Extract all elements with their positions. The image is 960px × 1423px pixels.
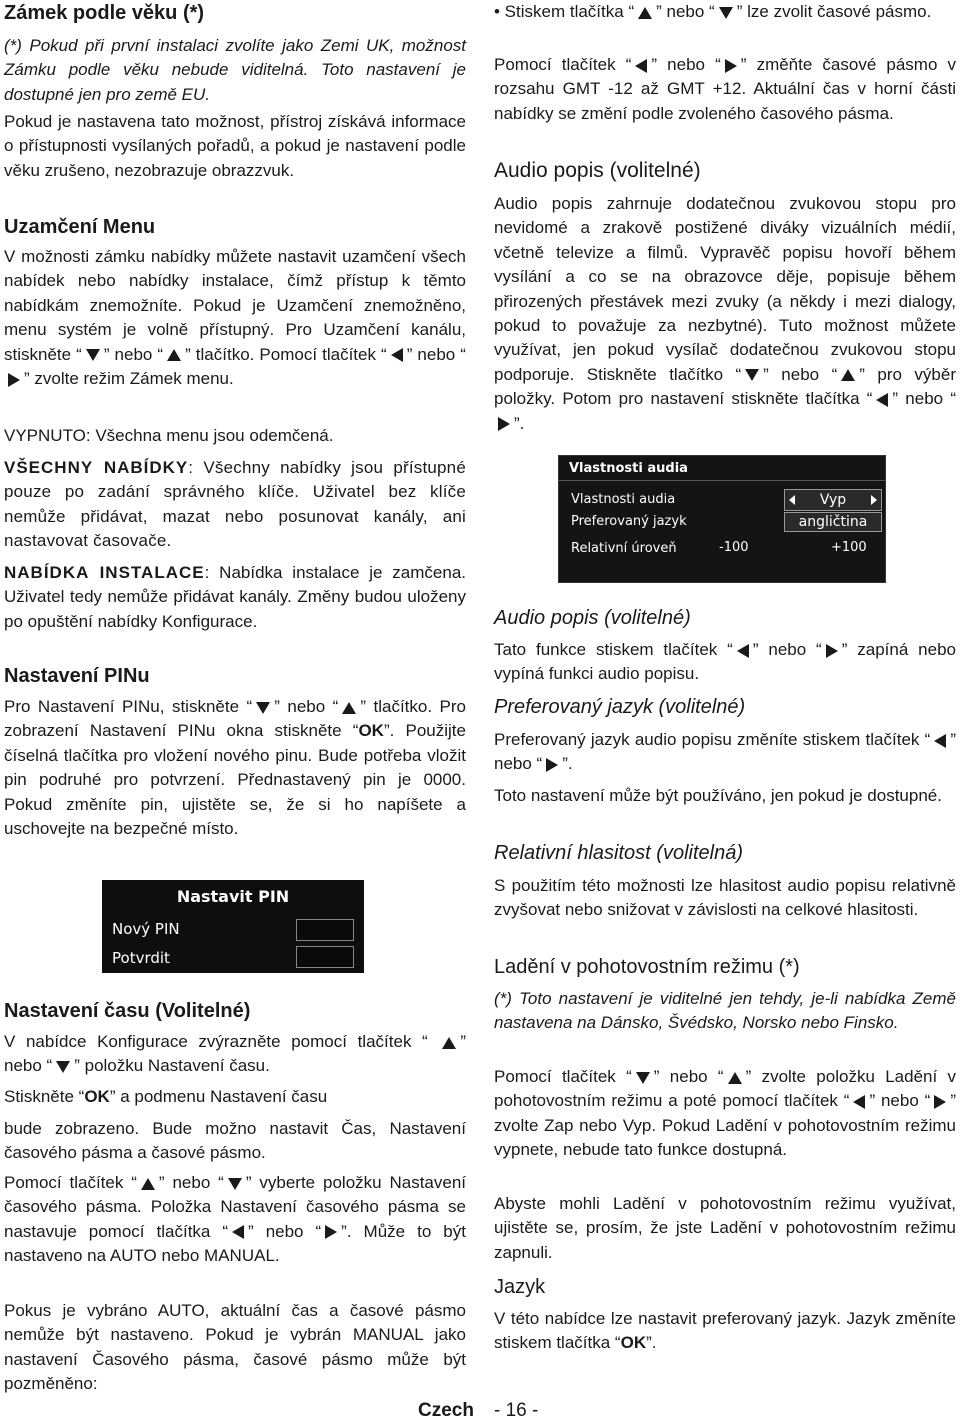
relative-level-min: -100 [719,540,749,555]
off-option: VYPNUTO: Všechna menu jsou odemčená. [4,426,334,445]
down-arrow-icon [56,1061,70,1073]
time-paragraph-5: Pokus je vybráno AUTO, aktuální čas a časové pásmo nemůže být nastaveno. Pokud je vybrán MANUAL jako nastavení Časového pásma, časové pásmo může být pozměněno: [4,1301,466,1394]
pin-paragraph: Pro Nastavení PINu, stiskněte “ ” nebo “ ” tlačítko. Pro zobrazení Nastavení PINu okna stiskněte “OK”. Použijte číselná tlačítka pro vložení nového pinu. Bude potřeba vložit pin podruhé pro potvrzení. Přednastavený pin je 0000. Pokud změníte pin, ujistěte se, že si ho napíšete a uschovejte na bezpečné místo. [4,697,467,839]
preferred-language-label: Preferovaný jazyk [571,514,687,529]
new-pin-input[interactable] [296,919,354,941]
age-lock-note: (*) Pokud při první instalaci zvolíte jako Zemi UK, možnost Zámku podle věku nebude viditelná. Toto nastavení je dostupné jen pro země EU. [4,36,466,104]
preferred-language-value[interactable]: angličtina [784,512,882,532]
language-heading: Jazyk [494,1276,546,1298]
page-number: - 16 - [494,1400,539,1421]
pin-settings-dialog [102,880,364,973]
timezone-paragraph: Pomocí tlačítek “ ” nebo “ ” změňte časové pásmo v rozsahu GMT -12 až GMT +12. Aktuální čas v horní části nabídky se změní podle zvoleného časového pásma. [494,55,957,123]
down-arrow-icon [745,369,759,381]
standby-tuning-note: (*) Toto nastavení je viditelné jen tehdy, je-li nabídka Země nastavena na Dánsko, Švédsko, Norsko nebo Finsko. [494,989,956,1033]
standby-tuning-paragraph: Pomocí tlačítek “ ” nebo “ ” zvolte položku Ladění v pohotovostním režimu a poté pomocí tlačítek “ ” nebo “ ” zvolte Zap nebo Vyp. Pokud Ladění v pohotovostním režimu vypnete, nebude tato funkce dostupná. [494,1067,957,1160]
audio-description-toggle-paragraph: Tato funkce stiskem tlačítek “ ” nebo “ ” zapíná nebo vypíná funkci audio popisu. [494,640,956,684]
right-arrow-icon [325,1225,337,1239]
right-arrow-icon [934,1095,946,1109]
audio-properties-value[interactable]: Vyp [784,489,882,511]
audio-description-heading: Audio popis (volitelné) [494,159,701,182]
audio-description-toggle-heading: Audio popis (volitelné) [494,607,691,629]
right-arrow-icon [725,59,737,73]
time-paragraph-4: Pomocí tlačítek “ ” nebo “ ” vyberte položku Nastavení časového pásma. Položka Nastavení časového pásma se nastavuje pomocí tlačítka “ ” nebo “ ”. Může to být nastaveno na AUTO nebo MANUAL. [4,1173,467,1266]
time-paragraph-3: bude zobrazeno. Bude možno nastavit Čas, Nastavení časového pásma a časové pásmo. [4,1119,466,1163]
audio-properties-dialog [558,455,886,583]
footer-language: Czech [418,1400,474,1421]
left-arrow-icon [737,644,749,658]
down-arrow-icon [228,1178,242,1190]
audio-dialog-title: Vlastnosti audia [569,461,688,476]
up-arrow-icon [141,1178,155,1190]
pin-heading: Nastavení PINu [4,665,150,687]
left-arrow-icon [391,348,403,362]
preferred-language-heading: Preferovaný jazyk (volitelné) [494,696,746,718]
time-paragraph-1: V nabídce Konfigurace zvýrazněte pomocí tlačítek “ ” nebo “ ” položku Nastavení času. [4,1032,466,1076]
confirm-pin-label: Potvrdit [112,949,170,967]
installation-menu-option: NABÍDKA INSTALACE: Nabídka instalace je zamčena. Uživatel tedy nemůže přidávat kanály. Změny budou uloženy po opuštění nabídky Konfigurace. [4,563,466,631]
pin-dialog-title: Nastavit PIN [176,887,290,906]
previous-icon [789,495,795,505]
menu-lock-heading: Uzamčení Menu [4,216,156,238]
down-arrow-icon [256,702,270,714]
left-arrow-icon [934,734,946,748]
left-arrow-icon [232,1225,244,1239]
up-arrow-icon [167,349,181,361]
down-arrow-icon [719,7,733,19]
confirm-pin-input[interactable] [296,946,354,968]
standby-tuning-heading: Ladění v pohotovostním režimu (*) [494,956,800,978]
audio-dialog-divider [559,480,885,481]
right-arrow-icon [826,644,838,658]
menu-lock-paragraph: V možnosti zámku nabídky můžete nastavit uzamčení všech nabídek nebo nabídky instalace, čímž přístup k těmto nabídkám znemožníte. Pokud je Uzamčení znemožněno, menu systém je volně přístupný. Pro Uzamčení kanálu, stiskněte “ ” nebo “ ” tlačítko. Pomocí tlačítek “ ” nebo “” zvolte režim Zámek menu. [4,247,466,389]
language-paragraph: V této nabídce lze nastavit preferovaný jazyk. Jazyk změníte stiskem tlačítka “OK”. [494,1309,956,1353]
up-arrow-icon [728,1072,742,1084]
relative-level-max: +100 [831,540,867,555]
time-paragraph-2: Stiskněte “OK” a podmenu Nastavení času [4,1087,328,1106]
left-arrow-icon [635,59,647,73]
right-arrow-icon [8,373,20,387]
right-arrow-icon [546,758,558,772]
relative-level-label: Relativní úroveň [571,541,677,556]
new-pin-label: Nový PIN [112,920,180,938]
relative-volume-heading: Relativní hlasitost (volitelná) [494,842,743,864]
standby-tuning-reminder: Abyste mohli Ladění v pohotovostním režimu využívat, ujistěte se, prosím, že jste Ladění v pohotovostním režimu zapnuli. [494,1194,956,1262]
up-arrow-icon [442,1037,456,1049]
down-arrow-icon [636,1072,650,1084]
timezone-bullet: • Stiskem tlačítka “ ” nebo “ ” lze zvolit časové pásmo. [494,2,932,21]
preferred-language-paragraph: Preferovaný jazyk audio popisu změníte stiskem tlačítek “ ” nebo “ ”. [494,730,956,774]
audio-properties-label: Vlastnosti audia [571,492,676,507]
age-lock-heading: Zámek podle věku (*) [4,2,205,24]
audio-description-paragraph: Audio popis zahrnuje dodatečnou zvukovou stopu pro nevidomé a zrakově postižené diváky vizuálních médií, včetně televize a filmů. Vypravěč popisu hovoří během vysílání a co se na obrazovce děje, popisuje během přirozených přestávek mezi zvuky (a někdy i mezi dialogy, pokud to považuje za nezbytné). Tuto možnost můžete využívat, jen pokud vysílač dodatečnou zvukovou stopu podporuje. Stiskněte tlačítko “ ” nebo “ ” pro výběr položky. Potom pro nastavení stiskněte tlačítka “ ” nebo “”. [494,194,956,433]
relative-volume-paragraph: S použitím této možnosti lze hlasitost audio popisu relativně zvyšovat nebo snižovat v závislosti na celkové hlasitosti. [494,876,956,920]
next-icon [871,495,877,505]
right-arrow-icon [498,417,510,431]
preferred-language-note: Toto nastavení může být používáno, jen pokud je dostupné. [494,786,942,805]
up-arrow-icon [342,702,356,714]
down-arrow-icon [86,349,100,361]
left-arrow-icon [853,1095,865,1109]
time-settings-heading: Nastavení času (Volitelné) [4,1000,251,1022]
left-arrow-icon [876,393,888,407]
up-arrow-icon [841,369,855,381]
age-lock-body: Pokud je nastavena tato možnost, přístroj získává informace o přístupnosti vysílaných pořadů, a pokud je nastavení podle věku zrušeno, nezobrazuje obrazzvuk. [4,112,466,180]
all-menus-option: VŠECHNY NABÍDKY: Všechny nabídky jsou přístupné pouze po zadání správného klíče. Uživatel bez klíče nemůže přidávat, mazat nebo posunovat kanály, ani nastavovat časovače. [4,458,466,551]
up-arrow-icon [638,7,652,19]
